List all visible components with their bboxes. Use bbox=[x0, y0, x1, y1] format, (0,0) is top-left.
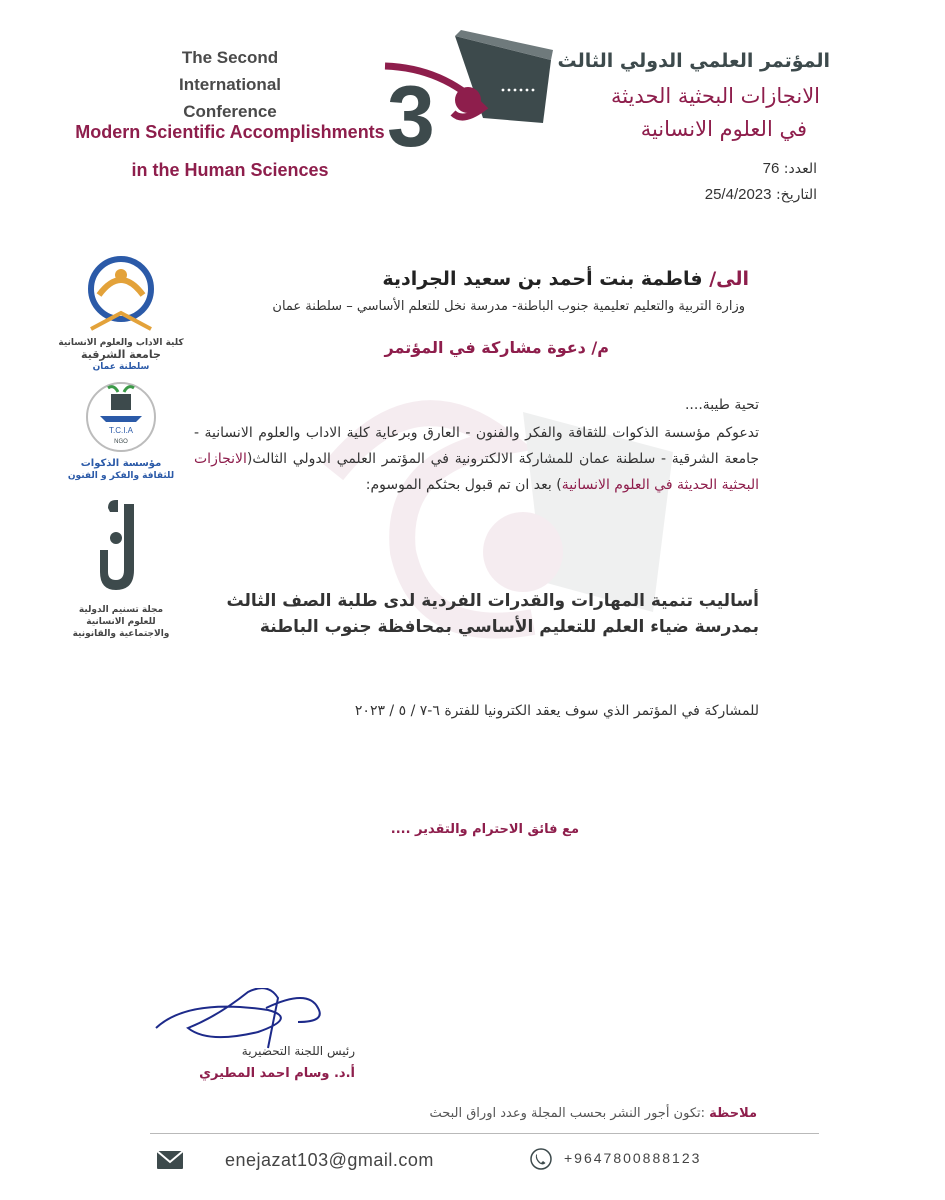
conference-logo bbox=[383, 28, 575, 153]
issue-date-label: التاريخ: bbox=[775, 187, 817, 203]
footer-note bbox=[429, 1106, 757, 1121]
conference-title-ar: المؤتمر العلمي الدولي الثالث bbox=[557, 50, 830, 72]
en-line-3: Modern Scientific Accomplishments bbox=[75, 122, 385, 142]
email-icon bbox=[156, 1150, 184, 1170]
letter-body bbox=[194, 420, 759, 498]
conference-theme-en bbox=[60, 113, 400, 189]
foundation-badge-ngo: NGO bbox=[114, 439, 128, 445]
greeting: تحية طيبة.... bbox=[684, 397, 759, 413]
logo-number: 3 bbox=[387, 69, 435, 153]
issue-number-label: العدد: bbox=[783, 161, 817, 177]
contact-phone[interactable]: +9647800888123 bbox=[564, 1150, 702, 1166]
en-line-2: International Conference bbox=[178, 75, 281, 121]
phone-icon bbox=[530, 1148, 552, 1170]
en-line-4: in the Human Sciences bbox=[131, 160, 329, 180]
issue-number-value: 76 bbox=[762, 160, 780, 177]
recipient-affiliation: وزارة التربية والتعليم تعليمية جنوب الباطنة- مدرسة نخل للتعلم الأساسي – سلطنة عمان bbox=[272, 299, 745, 314]
footer-divider bbox=[150, 1133, 819, 1134]
university-logo bbox=[56, 255, 186, 373]
recipient bbox=[382, 268, 749, 290]
conference-name-highlight: الانجازات البحثية الحديثة في العلوم الانسانية bbox=[194, 451, 759, 493]
journal-caption-3: والاجتماعية والقانونية bbox=[72, 629, 170, 639]
foundation-badge-text: T.C.I.A bbox=[108, 426, 134, 435]
foundation-emblem-icon bbox=[84, 380, 158, 454]
conference-theme-ar-2: في العلوم الانسانية bbox=[640, 117, 807, 141]
foundation-caption-2: للثقافة والفكر و الفنون bbox=[67, 471, 175, 481]
issue-date-value: 25/4/2023 bbox=[704, 186, 772, 203]
closing-regards: مع فائق الاحترام والتقدير .... bbox=[390, 822, 579, 837]
signatory-role: رئيس اللجنة التحضيرية bbox=[241, 1044, 355, 1058]
recipient-name: فاطمة بنت أحمد بن سعيد الجرادية bbox=[382, 268, 703, 290]
university-caption-1: كلية الاداب والعلوم الانسانية bbox=[58, 338, 184, 348]
journal-emblem-icon bbox=[94, 500, 148, 600]
en-line-1: The Second bbox=[181, 48, 279, 67]
footer-note-text: :تكون أجور النشر بحسب المجلة وعدد اوراق البحث bbox=[429, 1106, 706, 1121]
body-text-1: تدعوكم مؤسسة الذكوات للثقافة والفكر والفنون - العارق وبرعاية كلية الاداب والعلوم الانسانية - جامعة الشرقية - سلطنة عمان للمشاركة الالكترونية في المؤتمر العلمي الدولي الثالث( bbox=[194, 425, 759, 467]
letter-subject: م/ دعوة مشاركة في المؤتمر bbox=[384, 338, 609, 357]
issue-date bbox=[705, 186, 817, 203]
recipient-label: الى/ bbox=[709, 268, 749, 290]
contact-email[interactable]: enejazat103@gmail.com bbox=[225, 1150, 434, 1170]
body-text-2: ) بعد ان تم قبول بحثكم الموسوم: bbox=[365, 477, 562, 493]
journal-caption-2: للعلوم الانسانية bbox=[86, 617, 156, 627]
university-emblem-icon bbox=[81, 255, 161, 333]
journal-logo bbox=[56, 500, 186, 640]
foundation-caption-1: مؤسسة الذكوات bbox=[80, 458, 162, 469]
university-caption-3: سلطنة عمان bbox=[92, 362, 150, 372]
participation-dates: للمشاركة في المؤتمر الذي سوف يعقد الكترونيا للفترة ٦-٧ / ٥ / ٢٠٢٣ bbox=[354, 703, 759, 719]
watermark-logo bbox=[273, 352, 693, 732]
footer-note-label: ملاحظة bbox=[709, 1106, 757, 1121]
foundation-logo bbox=[56, 380, 186, 482]
conference-theme-ar-1: الانجازات البحثية الحديثة bbox=[610, 84, 820, 108]
university-caption-2: جامعة الشرقية bbox=[81, 348, 161, 361]
journal-caption-1: مجلة تسنيم الدولية bbox=[78, 605, 164, 615]
signatory-name: أ.د. وسام احمد المطيري bbox=[199, 1066, 355, 1081]
paper-title: أساليب تنمية المهارات والقدرات الفردية لدى طلبة الصف الثالث بمدرسة ضياء العلم للتعليم الأساسي بمحافظة جنوب الباطنة bbox=[226, 591, 759, 637]
issue-number bbox=[763, 160, 817, 177]
